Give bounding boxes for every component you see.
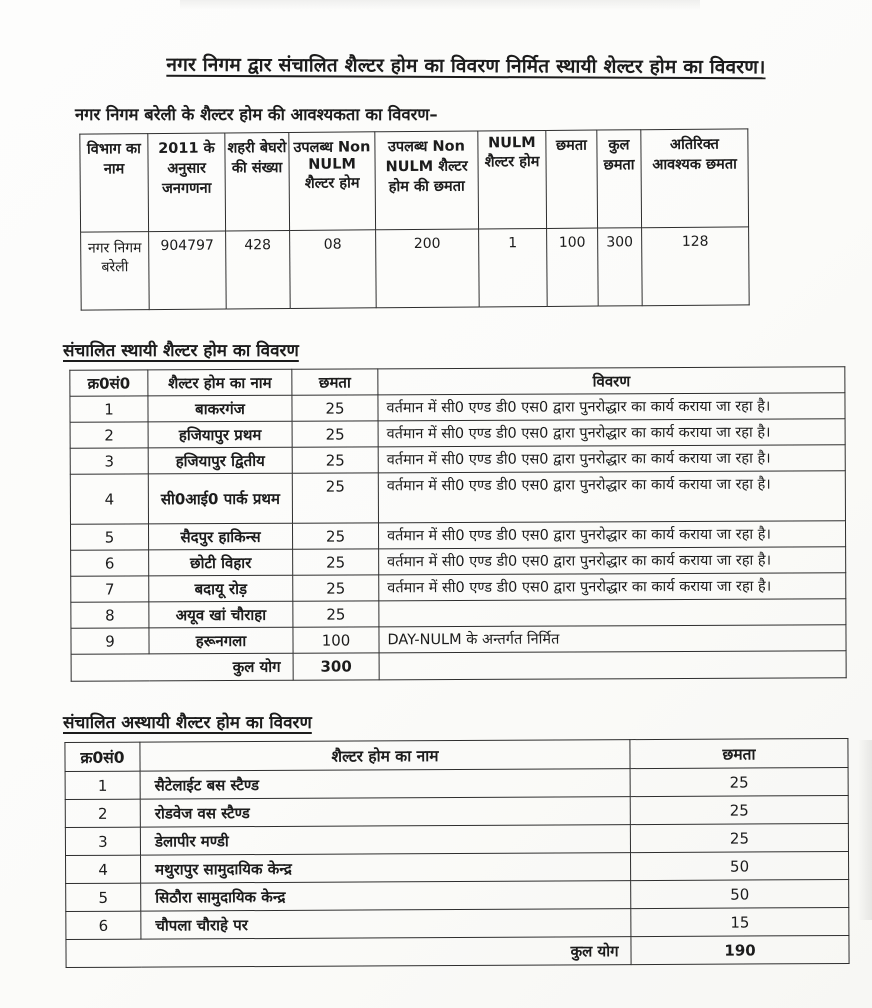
table-row [71,547,846,576]
requirement-table-header-row [80,129,749,232]
cell-nulm-shelters: 1 [479,228,548,307]
cell-description-empty [379,651,846,680]
cell-shelter-name: हजियापुर द्वितीय [148,447,292,474]
table-row [70,521,845,550]
table-row [66,851,849,883]
cell-description: DAY-NULM के अन्तर्गत निर्मित [379,625,846,653]
cell-serial: 3 [65,827,140,855]
table-row [70,471,845,524]
cell-description: वर्तमान में सी0 एण्ड डी0 एस0 द्वारा पुनरोद्धार का कार्य कराया जा रहा है। [378,445,845,473]
cell-serial: 1 [65,771,140,799]
cell-serial: 5 [70,524,148,550]
cell-description: वर्तमान में सी0 एण्ड डी0 एस0 द्वारा पुनरोद्धार का कार्य कराया जा रहा है। [379,573,846,601]
header-shelter-name: शैल्टर होम का नाम [148,369,292,396]
scan-smudge-right [858,740,872,920]
cell-capacity: 25 [292,473,378,523]
total-label: कुल योग [66,937,631,968]
total-row [71,651,846,681]
cell-shelter-name: बाकरगंज [148,395,292,422]
cell-shelter-name: बदायू रोड़ [149,575,293,602]
cell-capacity: 25 [293,601,379,627]
header-capacity: छमता [630,738,848,768]
table-row [66,907,849,939]
scan-smudge-top [180,0,700,10]
total-capacity-value: 190 [631,935,849,964]
table-row [70,419,845,448]
cell-capacity: 25 [292,421,378,447]
cell-capacity: 50 [631,851,849,880]
cell-capacity: 25 [630,823,848,852]
cell-serial: 3 [70,448,148,474]
cell-description: वर्तमान में सी0 एण्ड डी0 एस0 द्वारा पुनरोद्धार का कार्य कराया जा रहा है। [378,419,845,447]
table-row [65,767,848,799]
cell-serial: 8 [71,602,149,628]
cell-capacity: 25 [292,447,378,473]
requirement-table [79,128,749,310]
temporary-table-header-row [65,738,848,771]
cell-serial: 1 [70,396,148,422]
cell-shelter-name: सिठौरा सामुदायिक केन्द्र [141,881,631,912]
cell-shelter-name: सैटेलाईट बस स्टैण्ड [140,769,630,800]
header-description: विवरण [378,367,845,395]
header-urban-homeless-count: शहरी बेघरो की संख्या [225,132,290,230]
cell-capacity: 100 [293,627,379,653]
table-row [71,573,846,602]
cell-additional-required-capacity: 128 [642,227,750,306]
page-title: नगर निगम द्वार संचालित शैल्टर होम का विवरण निर्मित स्थायी शेल्टर होम का विवरण। [166,53,766,79]
cell-available-non-nulm-shelters: 08 [290,230,377,309]
cell-shelter-name: मथुरापुर सामुदायिक केन्द्र [141,853,631,884]
cell-urban-homeless-count: 428 [226,230,291,309]
header-available-non-nulm-capacity: उपलब्ध Non NULM शैल्टर होम की छमता [375,131,479,230]
cell-available-non-nulm-capacity: 200 [376,229,480,308]
cell-census-2011: 904797 [149,231,227,310]
permanent-table-header-row [70,367,845,396]
cell-description: वर्तमान में सी0 एण्ड डी0 एस0 द्वारा पुनरोद्धार का कार्य कराया जा रहा है। [378,393,845,421]
cell-capacity: 25 [293,549,379,575]
cell-serial: 6 [66,911,141,939]
cell-shelter-name: रोडवेज वस स्टैण्ड [140,797,630,828]
temporary-shelters-heading: संचालित अस्थायी शैल्टर होम का विवरण [63,713,312,733]
total-row [66,935,849,967]
cell-shelter-name: सैदपुर हाकिन्स [148,523,292,550]
header-nulm-shelters: NULM शैल्टर होम [478,130,547,229]
cell-department-name: नगर निगम बरेली [81,232,150,311]
requirement-table-caption: नगर निगम बरेली के शैल्टर होम की आवश्यकता का विवरण– [75,105,438,124]
cell-shelter-name: डेलापीर मण्डी [140,825,630,856]
table-row [70,393,845,422]
table-row [70,445,845,474]
cell-capacity: 25 [630,795,848,824]
header-total-capacity: कुल छमता [597,130,642,228]
cell-shelter-name: हजियापुर प्रथम [148,421,292,448]
header-census-2011: 2011 के अनुसार जनगणना [148,133,226,232]
permanent-shelters-heading: संचालित स्थायी शैल्टर होम का विवरण [63,341,299,361]
table-row [65,795,848,827]
cell-description [379,599,846,627]
header-additional-required-capacity: अतिरिक्त आवश्यक छमता [641,129,749,228]
total-capacity-value: 300 [293,653,379,680]
total-label: कुल योग [71,653,293,681]
cell-total-capacity: 300 [598,228,643,306]
cell-shelter-name: सी0आई0 पार्क प्रथम [148,473,292,524]
cell-capacity: 50 [631,879,849,908]
cell-capacity: 100 [547,228,599,306]
cell-capacity: 15 [631,907,849,936]
requirement-table-data-row [81,227,750,310]
cell-description: वर्तमान में सी0 एण्ड डी0 एस0 द्वारा पुनरोद्धार का कार्य कराया जा रहा है। [378,521,845,549]
cell-serial: 4 [66,855,141,883]
cell-description: वर्तमान में सी0 एण्ड डी0 एस0 द्वारा पुनरोद्धार का कार्य कराया जा रहा है। [378,471,845,523]
cell-shelter-name: हरूनगला [149,627,293,654]
cell-serial: 5 [66,883,141,911]
cell-serial: 9 [71,628,149,654]
cell-capacity: 25 [293,575,379,601]
cell-serial: 6 [71,550,149,576]
header-serial-no: क्र0सं0 [65,742,140,771]
cell-capacity: 25 [630,767,848,796]
temporary-shelters-table [64,738,849,968]
cell-serial: 2 [65,799,140,827]
table-row [66,879,849,911]
cell-serial: 4 [70,474,148,524]
table-row [65,823,848,855]
cell-capacity: 25 [292,395,378,421]
cell-serial: 7 [71,576,149,602]
table-row [71,625,846,654]
header-shelter-name: शैल्टर होम का नाम [140,740,630,772]
cell-serial: 2 [70,422,148,448]
permanent-shelters-table [69,366,846,681]
header-capacity: छमता [546,130,598,228]
cell-shelter-name: चौपला चौराहे पर [141,909,631,940]
cell-shelter-name: छोटी विहार [149,549,293,576]
header-available-non-nulm-shelters: उपलब्ध Non NULM शैल्टर होम [289,132,376,231]
table-row [71,599,846,628]
header-capacity: छमता [292,369,378,395]
header-serial-no: क्र0सं0 [70,370,148,396]
cell-description: वर्तमान में सी0 एण्ड डी0 एस0 द्वारा पुनरोद्धार का कार्य कराया जा रहा है। [379,547,846,575]
header-department-name: विभाग का नाम [80,134,149,233]
cell-capacity: 25 [292,523,378,549]
cell-shelter-name: अयूव खां चौराहा [149,601,293,628]
